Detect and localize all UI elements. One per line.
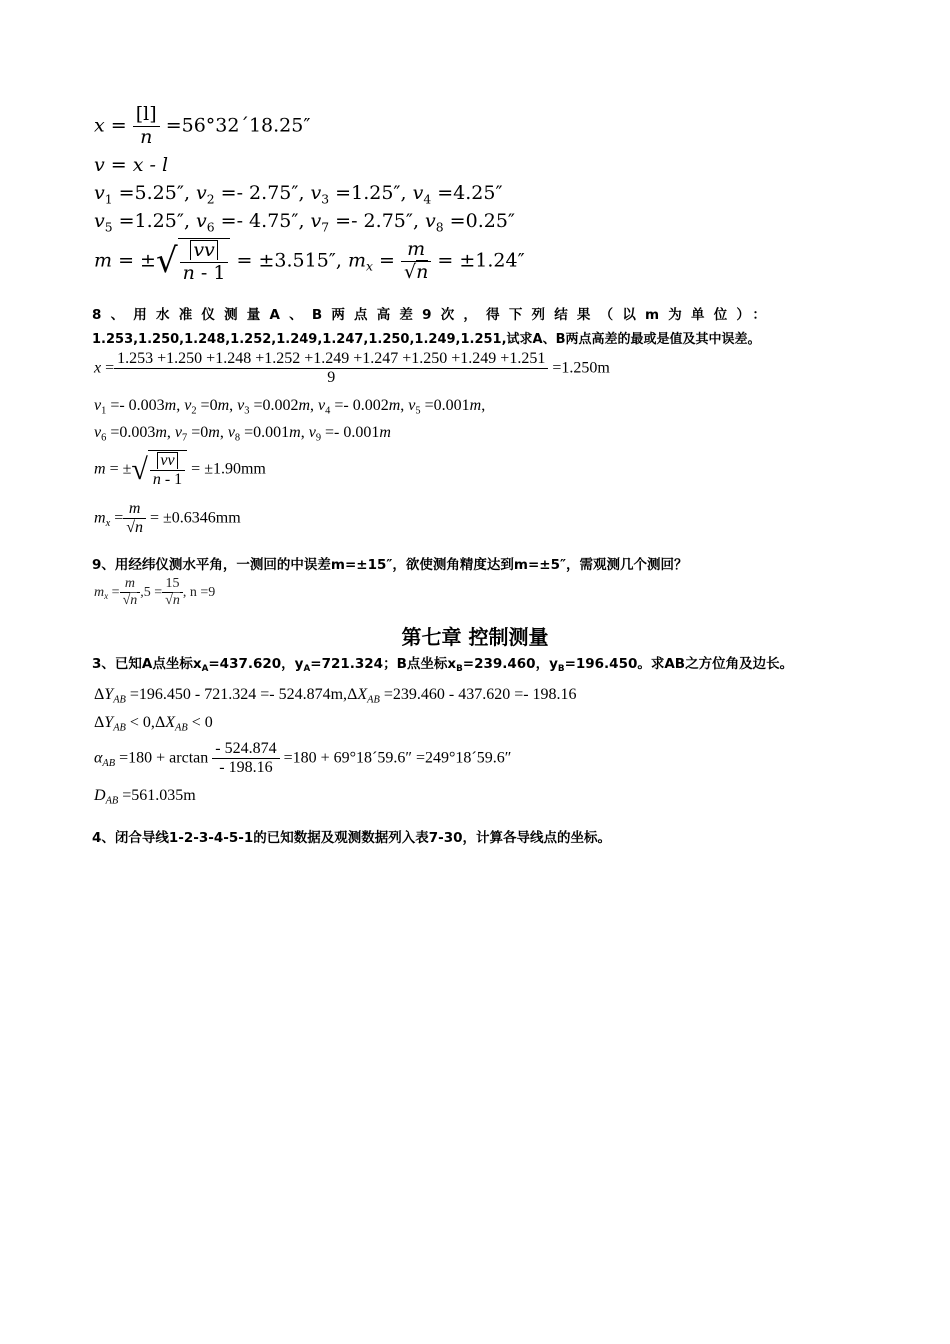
formula-3-deltas: $\Delta Y_{AB} =196.450 - 721.324 =- 524.874m,\Delta X_{AB} =239.460 - 437.620 =- 198.16$ [94, 686, 577, 706]
formula-residuals-1: $v_1 =5.25''$, $v_2 =- 2.75''$, $v_3 =1.25''$, $v_4 =4.25''$ [94, 182, 503, 207]
formula-8-mx: $m_x$ = $\frac{m}{√n}$ = ±0.6346mm [94, 500, 241, 537]
chapter-title: 第七章 控制测量 [401, 625, 549, 649]
formula-residual: v = x - l [94, 154, 169, 176]
problem-8-statement: 8、用水准仪测量A、B两点高差9次，得下列结果（以m为单位）： [92, 307, 776, 323]
formula-mean: x = $\frac{[l]}{n}$ =56°32´18.25″ [94, 103, 311, 148]
formula-3-distance: $D_{AB} =561.035m$ [94, 787, 196, 807]
formula-mean-numerator: [l] [133, 104, 160, 127]
formula-3-azimuth: $\alpha_{AB} =180 + \arctan$ $\frac{- 524.874}{- 198.16}$ =180 + 69°18´59.6″ =249°18´59.6″ [94, 740, 512, 777]
formula-9: $m_x$ = $\frac{m}{√n}$ ,5 = $\frac{15}{√n}$ , n =9 [94, 576, 216, 609]
problem-4-statement: 4、闭合导线1-2-3-4-5-1的已知数据及观测数据列入表7-30，计算各导线点的坐标。 [92, 830, 612, 846]
formula-mean-denominator: n [140, 125, 153, 148]
formula-mean-error: m = ±√ $\frac{vv}{n - 1}$ = ±3.515″, $m_x$ = $\frac{m}{√n}$ = ±1.24″ [94, 238, 525, 284]
problem-3-statement: 3、已知A点坐标$x_A=437.620$，$y_A=721.324$；B点坐标$x_B=239.460$，$y_B=196.450$。求AB之方位角及边长。 [92, 656, 794, 675]
formula-residuals-2: $v_5 =1.25''$, $v_6 =- 4.75''$, $v_7 =- 2.75''$, $v_8 =0.25''$ [94, 210, 516, 235]
formula-8-residuals-2: $v_6 =0.003m$, $v_7 =0m$, $v_8 =0.001m$, $v_9 =- 0.001m$ [94, 424, 391, 444]
formula-8-residuals-1: $v_1 =- 0.003m$, $v_2 =0m$, $v_3 =0.002m$, $v_4 =- 0.002m$, $v_5 =0.001m$, [94, 397, 486, 417]
formula-3-signs: $\Delta Y_{AB} < 0,\Delta X_{AB} < 0$ [94, 714, 213, 734]
formula-8-mean: x = 1.253 +1.250 +1.248 +1.252 +1.249 +1.247 +1.250 +1.249 +1.251 9 =1.250m [94, 350, 610, 387]
formula-8-mean-error: m = ±√ $\frac{vv}{n - 1}$ = ±1.90mm [94, 452, 266, 489]
problem-9-statement: 9、用经纬仪测水平角，一测回的中误差m=±15″，欲使测角精度达到m=±5″，需观测几个测回？ [92, 557, 688, 573]
problem-8-data: 1.253,1.250,1.248,1.252,1.249,1.247,1.250,1.249,1.251,试求A、B两点高差的最或是值及其中误差。 [92, 332, 761, 347]
